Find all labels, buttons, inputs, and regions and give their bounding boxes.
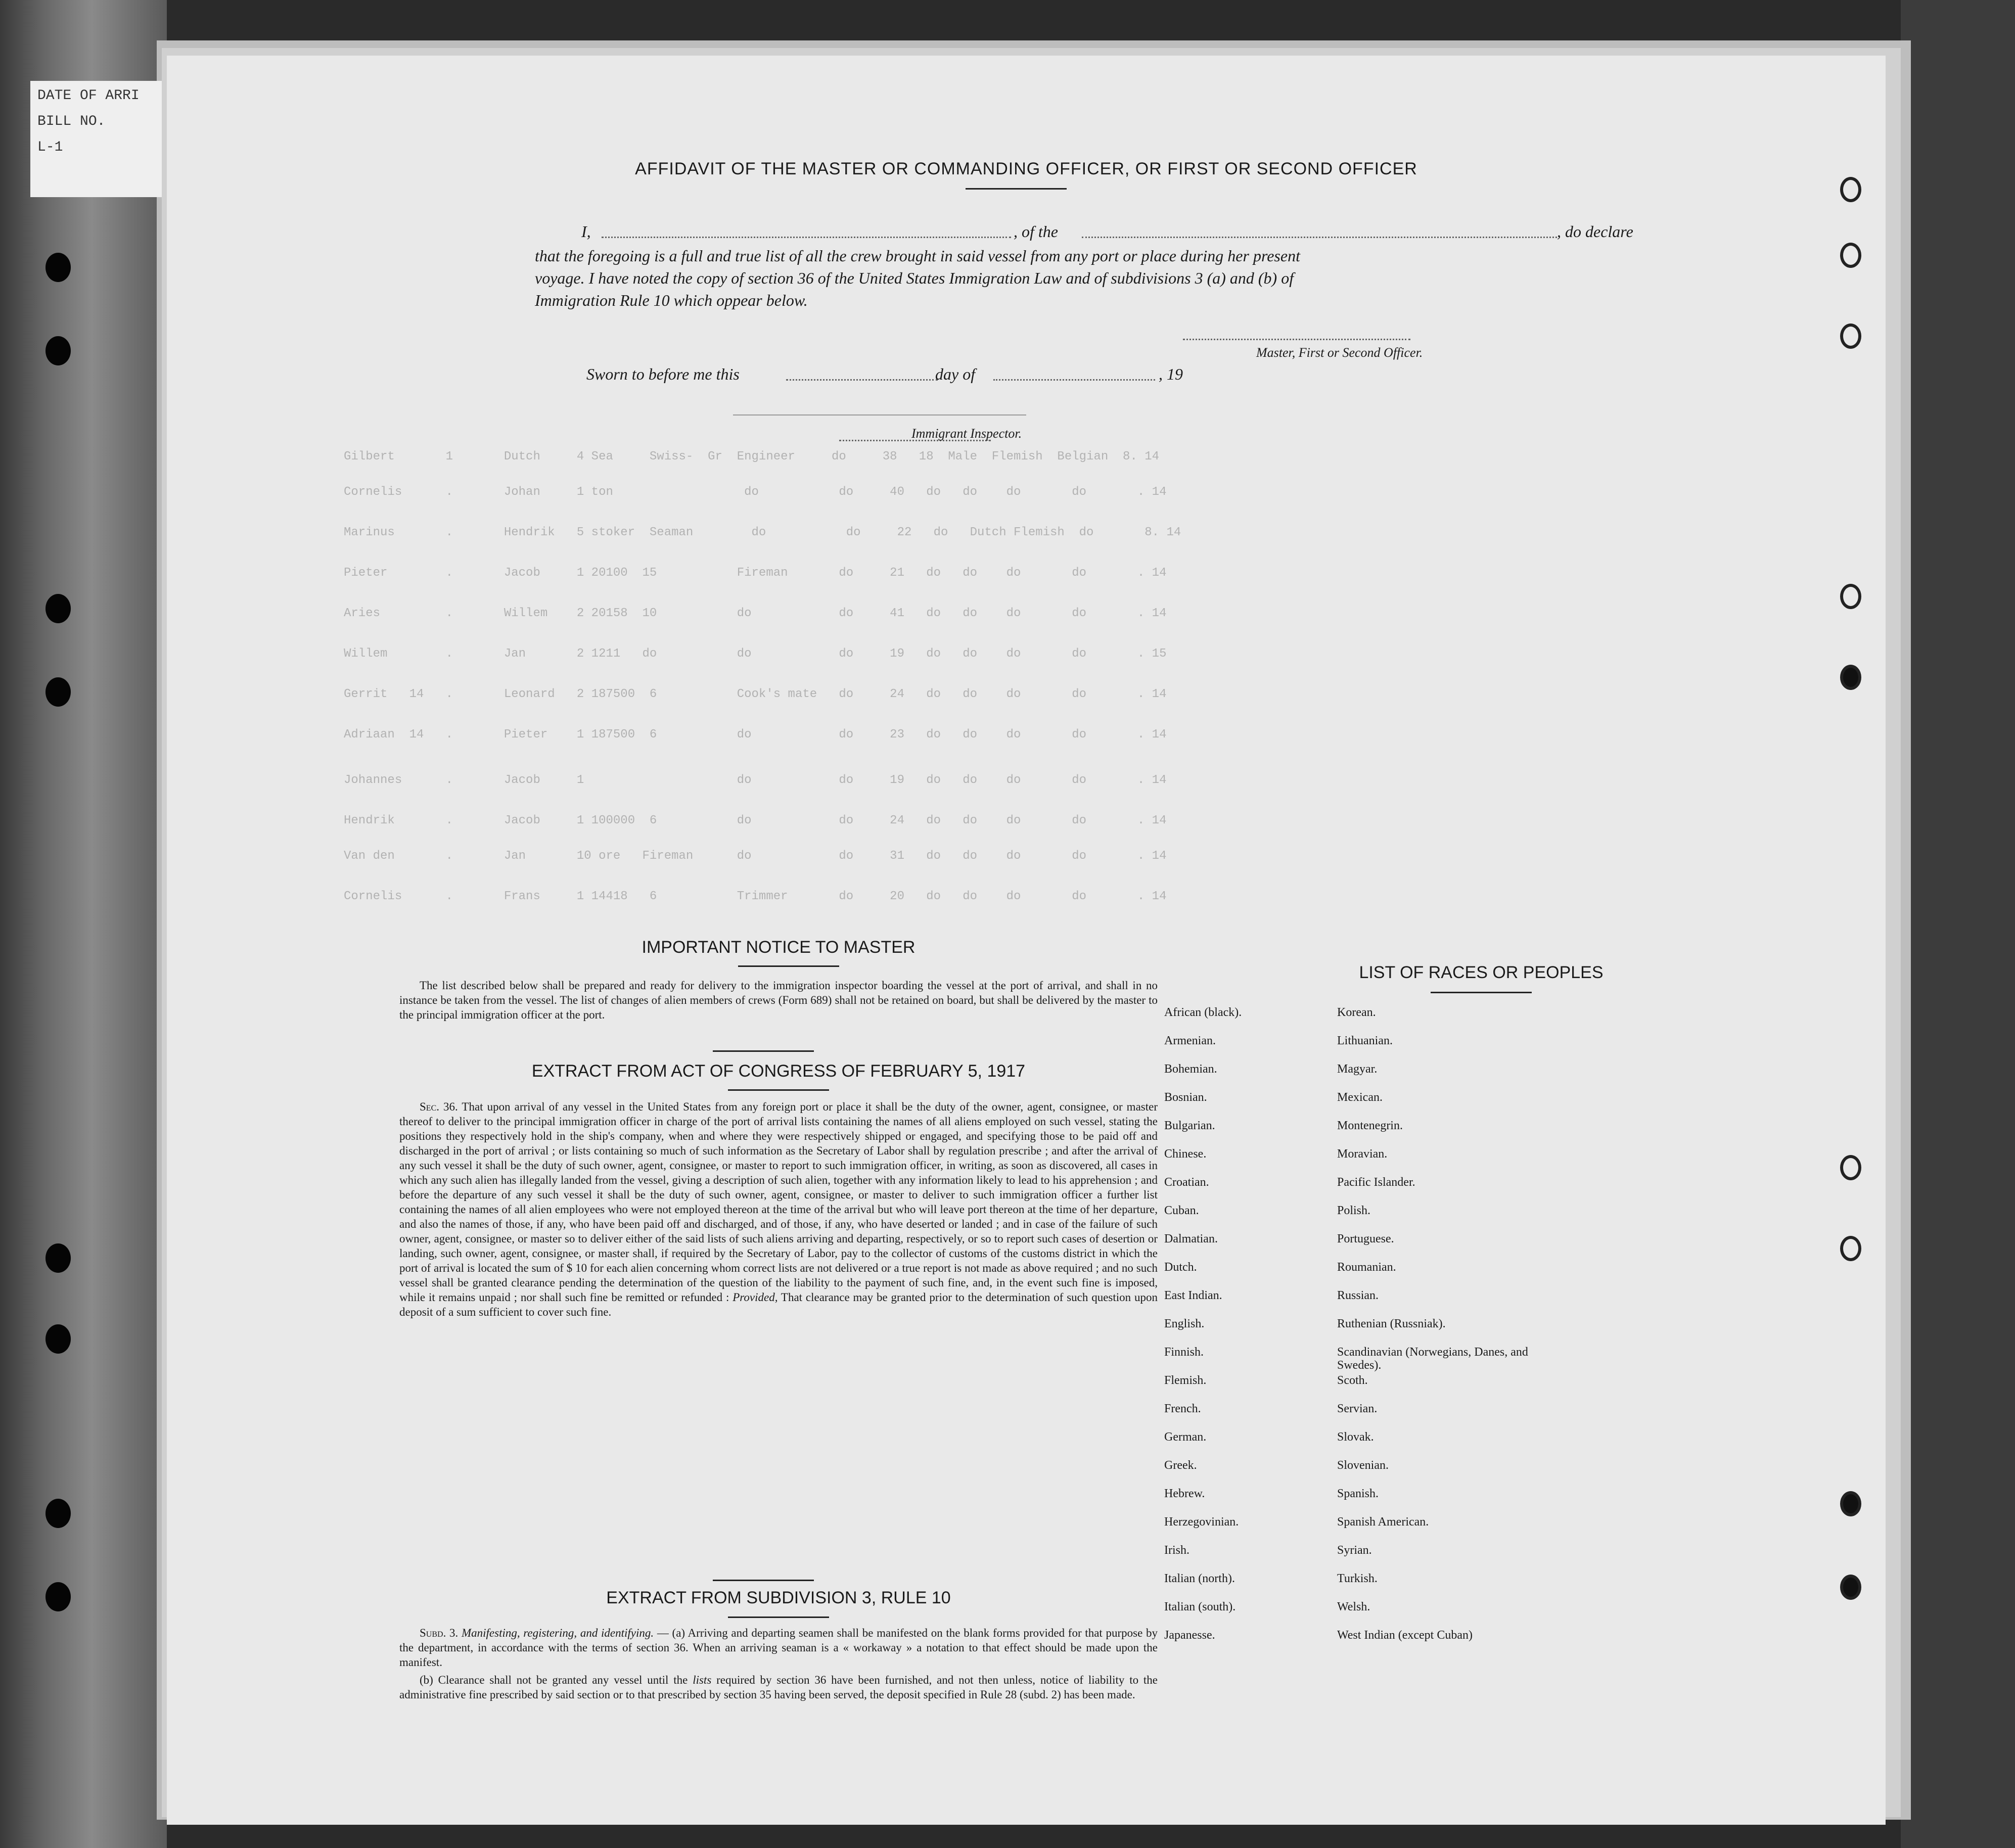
race-item: Italian (north). — [1164, 1572, 1235, 1585]
b-mark: (b) — [420, 1674, 433, 1686]
bleed-through-text: Hendrik . Jacob 1 100000 6 do do 24 do do do do . 14 — [344, 814, 1167, 827]
race-item: Greek. — [1164, 1459, 1197, 1472]
race-item: Turkish. — [1337, 1572, 1378, 1585]
affidavit-line-4: Immigration Rule 10 which oppear below. — [535, 291, 808, 309]
race-item: Hebrew. — [1164, 1487, 1205, 1500]
race-item: East Indian. — [1164, 1289, 1222, 1302]
subd-a-text: Arriving and departing seamen shall be manifested on the blank forms provided for that purpose by the department, in accordance with the terms of section 36. When an arriving seaman is a « workaway » a notation to that effect should be made upon the manifest. — [399, 1627, 1158, 1669]
subd-heading: Manifesting, registering, and identifying. — [461, 1627, 654, 1639]
race-item: Bosnian. — [1164, 1091, 1207, 1104]
race-item: Polish. — [1337, 1204, 1371, 1217]
race-item: Slovak. — [1337, 1430, 1374, 1444]
subd-b-text-2: required by section 36 have been furnished, and not then unless, notice of liability to the administrative fine prescribed by said section or to that prescribed by section 35 having been served, the deposit specified in Rule 28 (subd. 2) has been made. — [399, 1674, 1158, 1701]
race-item: Ruthenian (Russniak). — [1337, 1317, 1446, 1330]
race-item: Armenian. — [1164, 1034, 1216, 1047]
right-dark-edge — [1901, 0, 2015, 1848]
race-item: Syrian. — [1337, 1544, 1372, 1557]
race-item: Scoth. — [1337, 1374, 1368, 1387]
race-item: Portuguese. — [1337, 1232, 1394, 1245]
race-item: Herzegovinian. — [1164, 1515, 1239, 1529]
race-item: Flemish. — [1164, 1374, 1207, 1387]
bleed-through-text: Aries . Willem 2 20158 10 do do 41 do do do do . 14 — [344, 607, 1167, 620]
bleed-through-text: Adriaan 14 . Pieter 1 187500 6 do do 23 do do do do . 14 — [344, 728, 1167, 742]
extract2-title: EXTRACT FROM SUBDIVISION 3, RULE 10 — [606, 1588, 951, 1607]
affidavit-line-2: that the foregoing is a full and true list of all the crew brought in said vessel from any port or place during her present — [535, 247, 1300, 265]
stamp-line-3: L-1 — [37, 140, 63, 155]
binder-hole — [45, 677, 71, 707]
subd-label: Subd. 3. — [420, 1627, 459, 1639]
sworn-month-field[interactable] — [993, 379, 1155, 381]
race-item: Magyar. — [1337, 1062, 1378, 1076]
name-field[interactable] — [602, 237, 1011, 238]
race-item: Bulgarian. — [1164, 1119, 1215, 1132]
notice-paragraph: The list described below shall be prepared and ready for delivery to the immigration inspector boarding the vessel at the port of arrival, and shall in no instance be taken from the vessel. The list of changes of alien members of crews (Form 689) shall not be retained on board, but shall be delivered by the master to the principal immigration officer at the port. — [399, 979, 1158, 1021]
subd-b-text-1: Clearance shall not be granted any vessel until the — [438, 1674, 688, 1686]
race-item: Servian. — [1337, 1402, 1378, 1415]
extract2-rule — [728, 1616, 829, 1618]
race-item: Mexican. — [1337, 1091, 1383, 1104]
race-item: Chinese. — [1164, 1147, 1207, 1161]
punch-hole — [1840, 1491, 1861, 1516]
punch-hole — [1840, 1155, 1861, 1180]
sworn-day-field[interactable] — [786, 379, 938, 381]
binder-edge — [0, 0, 167, 1848]
inspector-label: Immigrant Inspector. — [911, 426, 1022, 441]
extract2-body — [399, 1626, 1158, 1705]
affidavit-i: I, — [581, 222, 591, 241]
race-item: English. — [1164, 1317, 1205, 1330]
vessel-field[interactable] — [1082, 237, 1557, 238]
bleed-through-text: Gerrit 14 . Leonard 2 187500 6 Cook's mate do 24 do do do do . 14 — [344, 687, 1167, 701]
inspector-signature-field[interactable] — [733, 414, 1026, 415]
punch-hole — [1840, 665, 1861, 690]
binder-hole — [45, 253, 71, 282]
day-of-label: day of — [935, 365, 976, 383]
stamp-line-2: BILL NO. — [37, 114, 106, 129]
extract1-text-end: That clearance may be granted prior to the determination of such question upon deposit of a sum sufficient to cover such fine. — [399, 1291, 1158, 1318]
binder-hole — [45, 594, 71, 623]
manifest-page — [167, 56, 1886, 1825]
bleed-through-text: Cornelis . Johan 1 ton do do 40 do do do do . 14 — [344, 485, 1167, 499]
race-item: Montenegrin. — [1337, 1119, 1403, 1132]
bleed-through-text: Johannes . Jacob 1 do do 19 do do do do . 14 — [344, 773, 1167, 787]
races-title: LIST OF RACES OR PEOPLES — [1359, 963, 1604, 982]
section-rule — [713, 1050, 814, 1052]
race-item: French. — [1164, 1402, 1201, 1415]
notice-body — [399, 978, 1158, 1025]
race-item: Spanish American. — [1337, 1515, 1429, 1529]
extract1-body — [399, 1099, 1158, 1322]
race-item: Bohemian. — [1164, 1062, 1217, 1076]
race-item: Moravian. — [1337, 1147, 1388, 1161]
race-item: West Indian (except Cuban) — [1337, 1629, 1473, 1642]
race-item: Pacific Islander. — [1337, 1176, 1415, 1189]
race-item: Irish. — [1164, 1544, 1189, 1557]
punch-hole — [1840, 1575, 1861, 1600]
extract1-text: That upon arrival of any vessel in the United States from any foreign port or place it shall be the duty of the owner, agent, consignee, or master thereof to deliver to the principal immigration officer in charge of the port of arrival lists containing the names of all aliens employed on such vessel, stating the positions they respectively hold in the ship's company, when and where they were respectively shipped or engaged, and specifying those to be paid off and discharged in the port of arrival ; or lists containing so much of such information as the Secretary of Labor shall by regulation prescribe ; and after the arrival of any such vessel it shall be the duty of such owner, agent, consignee, or master to report to such immigration officer, in writing, as soon as discovered, all cases in which any such alien has illegally landed from the vessel, giving a description of such alien, together with any information likely to lead to his apprehension ; and before the departure of any such vessel it shall be the duty of such owner, agent, consignee, or master to deliver to such immigration officer a further list containing the names of all alien employees who were not employed thereon at the time of the arrival but who will leave port thereon at the time of her departure, and also the names of those, if any, who have been paid off and discharged, and of those, if any, who have deserted or landed ; and in case of the failure of such owner, agent, consignee, or master so to deliver either of the said lists of such aliens arriving and departing, respectively, or so to report such cases of desertion or landing, such owner, agent, consignee, or master shall, if required by the Secretary of Labor, pay to the collector of customs of the customs district in which the port of arrival is located the sum of $ 10 for each alien concerning whom correct lists are not delivered or a true report is not made as above required ; and no such vessel shall be granted clearance pending the determination of the question of the liability to the payment of such fine, and, in the event such fine is imposed, while it remains unpaid ; nor shall such fine be remitted or refunded : — [399, 1100, 1158, 1304]
a-mark: — (a) — [657, 1627, 685, 1639]
race-item: Croatian. — [1164, 1176, 1209, 1189]
binder-hole — [45, 336, 71, 365]
race-item: Italian (south). — [1164, 1600, 1236, 1613]
races-rule — [1431, 992, 1532, 993]
bleed-through-text: Gilbert 1 Dutch 4 Sea Swiss- Gr Engineer do 38 18 Male Flemish Belgian 8. 14 — [344, 450, 1160, 464]
lists-word: lists — [693, 1674, 712, 1686]
binder-hole — [45, 1499, 71, 1528]
master-signature-field[interactable] — [1183, 339, 1410, 340]
affidavit-of-the: , of the — [1014, 222, 1058, 241]
race-item: Japanesse. — [1164, 1629, 1215, 1642]
race-item: Slovenian. — [1337, 1459, 1389, 1472]
sec-label: Sec. 36. — [420, 1100, 458, 1113]
notice-title: IMPORTANT NOTICE TO MASTER — [642, 938, 915, 957]
bleed-through-text: Willem . Jan 2 1211 do do do 19 do do do do . 15 — [344, 647, 1167, 661]
punch-hole — [1840, 584, 1861, 609]
punch-hole — [1840, 177, 1861, 202]
bleed-through-text: Cornelis . Frans 1 14418 6 Trimmer do 20 do do do do . 14 — [344, 890, 1167, 903]
race-item: Finnish. — [1164, 1346, 1204, 1359]
race-item: Cuban. — [1164, 1204, 1199, 1217]
affidavit-title: AFFIDAVIT OF THE MASTER OR COMMANDING OFFICER, OR FIRST OR SECOND OFFICER — [635, 159, 1417, 178]
master-signature-label: Master, First or Second Officer. — [1256, 345, 1423, 360]
race-item: Dutch. — [1164, 1261, 1197, 1274]
section-rule — [713, 1580, 814, 1581]
race-item: Russian. — [1337, 1289, 1379, 1302]
sworn-label: Sworn to before me this — [586, 365, 740, 383]
punch-hole — [1840, 243, 1861, 268]
bleed-through-text: Pieter . Jacob 1 20100 15 Fireman do 21 do do do do . 14 — [344, 566, 1167, 580]
binder-hole — [45, 1582, 71, 1611]
extract1-title: EXTRACT FROM ACT OF CONGRESS OF FEBRUARY 5, 1917 — [531, 1061, 1026, 1081]
affidavit-line-3: voyage. I have noted the copy of section 36 of the United States Immigration Law and of subdivisions 3 (a) and (b) of — [535, 269, 1294, 287]
stamp-line-1: DATE OF ARRI — [37, 88, 140, 104]
year-label: , 19 — [1159, 365, 1183, 383]
notice-rule — [738, 965, 839, 967]
race-item: Spanish. — [1337, 1487, 1379, 1500]
date-of-arrival-stamp — [30, 81, 162, 197]
race-item: German. — [1164, 1430, 1207, 1444]
race-item: Welsh. — [1337, 1600, 1370, 1613]
affidavit-do-declare: , do declare — [1557, 222, 1633, 241]
title-rule — [966, 188, 1067, 190]
race-item: Dalmatian. — [1164, 1232, 1218, 1245]
punch-hole — [1840, 324, 1861, 349]
extract1-rule — [728, 1089, 829, 1091]
bleed-through-text: Van den . Jan 10 ore Fireman do do 31 do do do do . 14 — [344, 849, 1167, 863]
race-item: Korean. — [1337, 1006, 1376, 1019]
race-item: Lithuanian. — [1337, 1034, 1393, 1047]
bleed-through-text: Marinus . Hendrik 5 stoker Seaman do do 22 do Dutch Flemish do 8. 14 — [344, 526, 1181, 539]
punch-hole — [1840, 1236, 1861, 1261]
race-item: African (black). — [1164, 1006, 1242, 1019]
binder-hole — [45, 1243, 71, 1273]
binder-hole — [45, 1324, 71, 1354]
provided-word: Provided, — [732, 1291, 778, 1304]
race-item: Scandinavian (Norwegians, Danes, and Swedes). — [1337, 1346, 1528, 1372]
race-item: Roumanian. — [1337, 1261, 1396, 1274]
